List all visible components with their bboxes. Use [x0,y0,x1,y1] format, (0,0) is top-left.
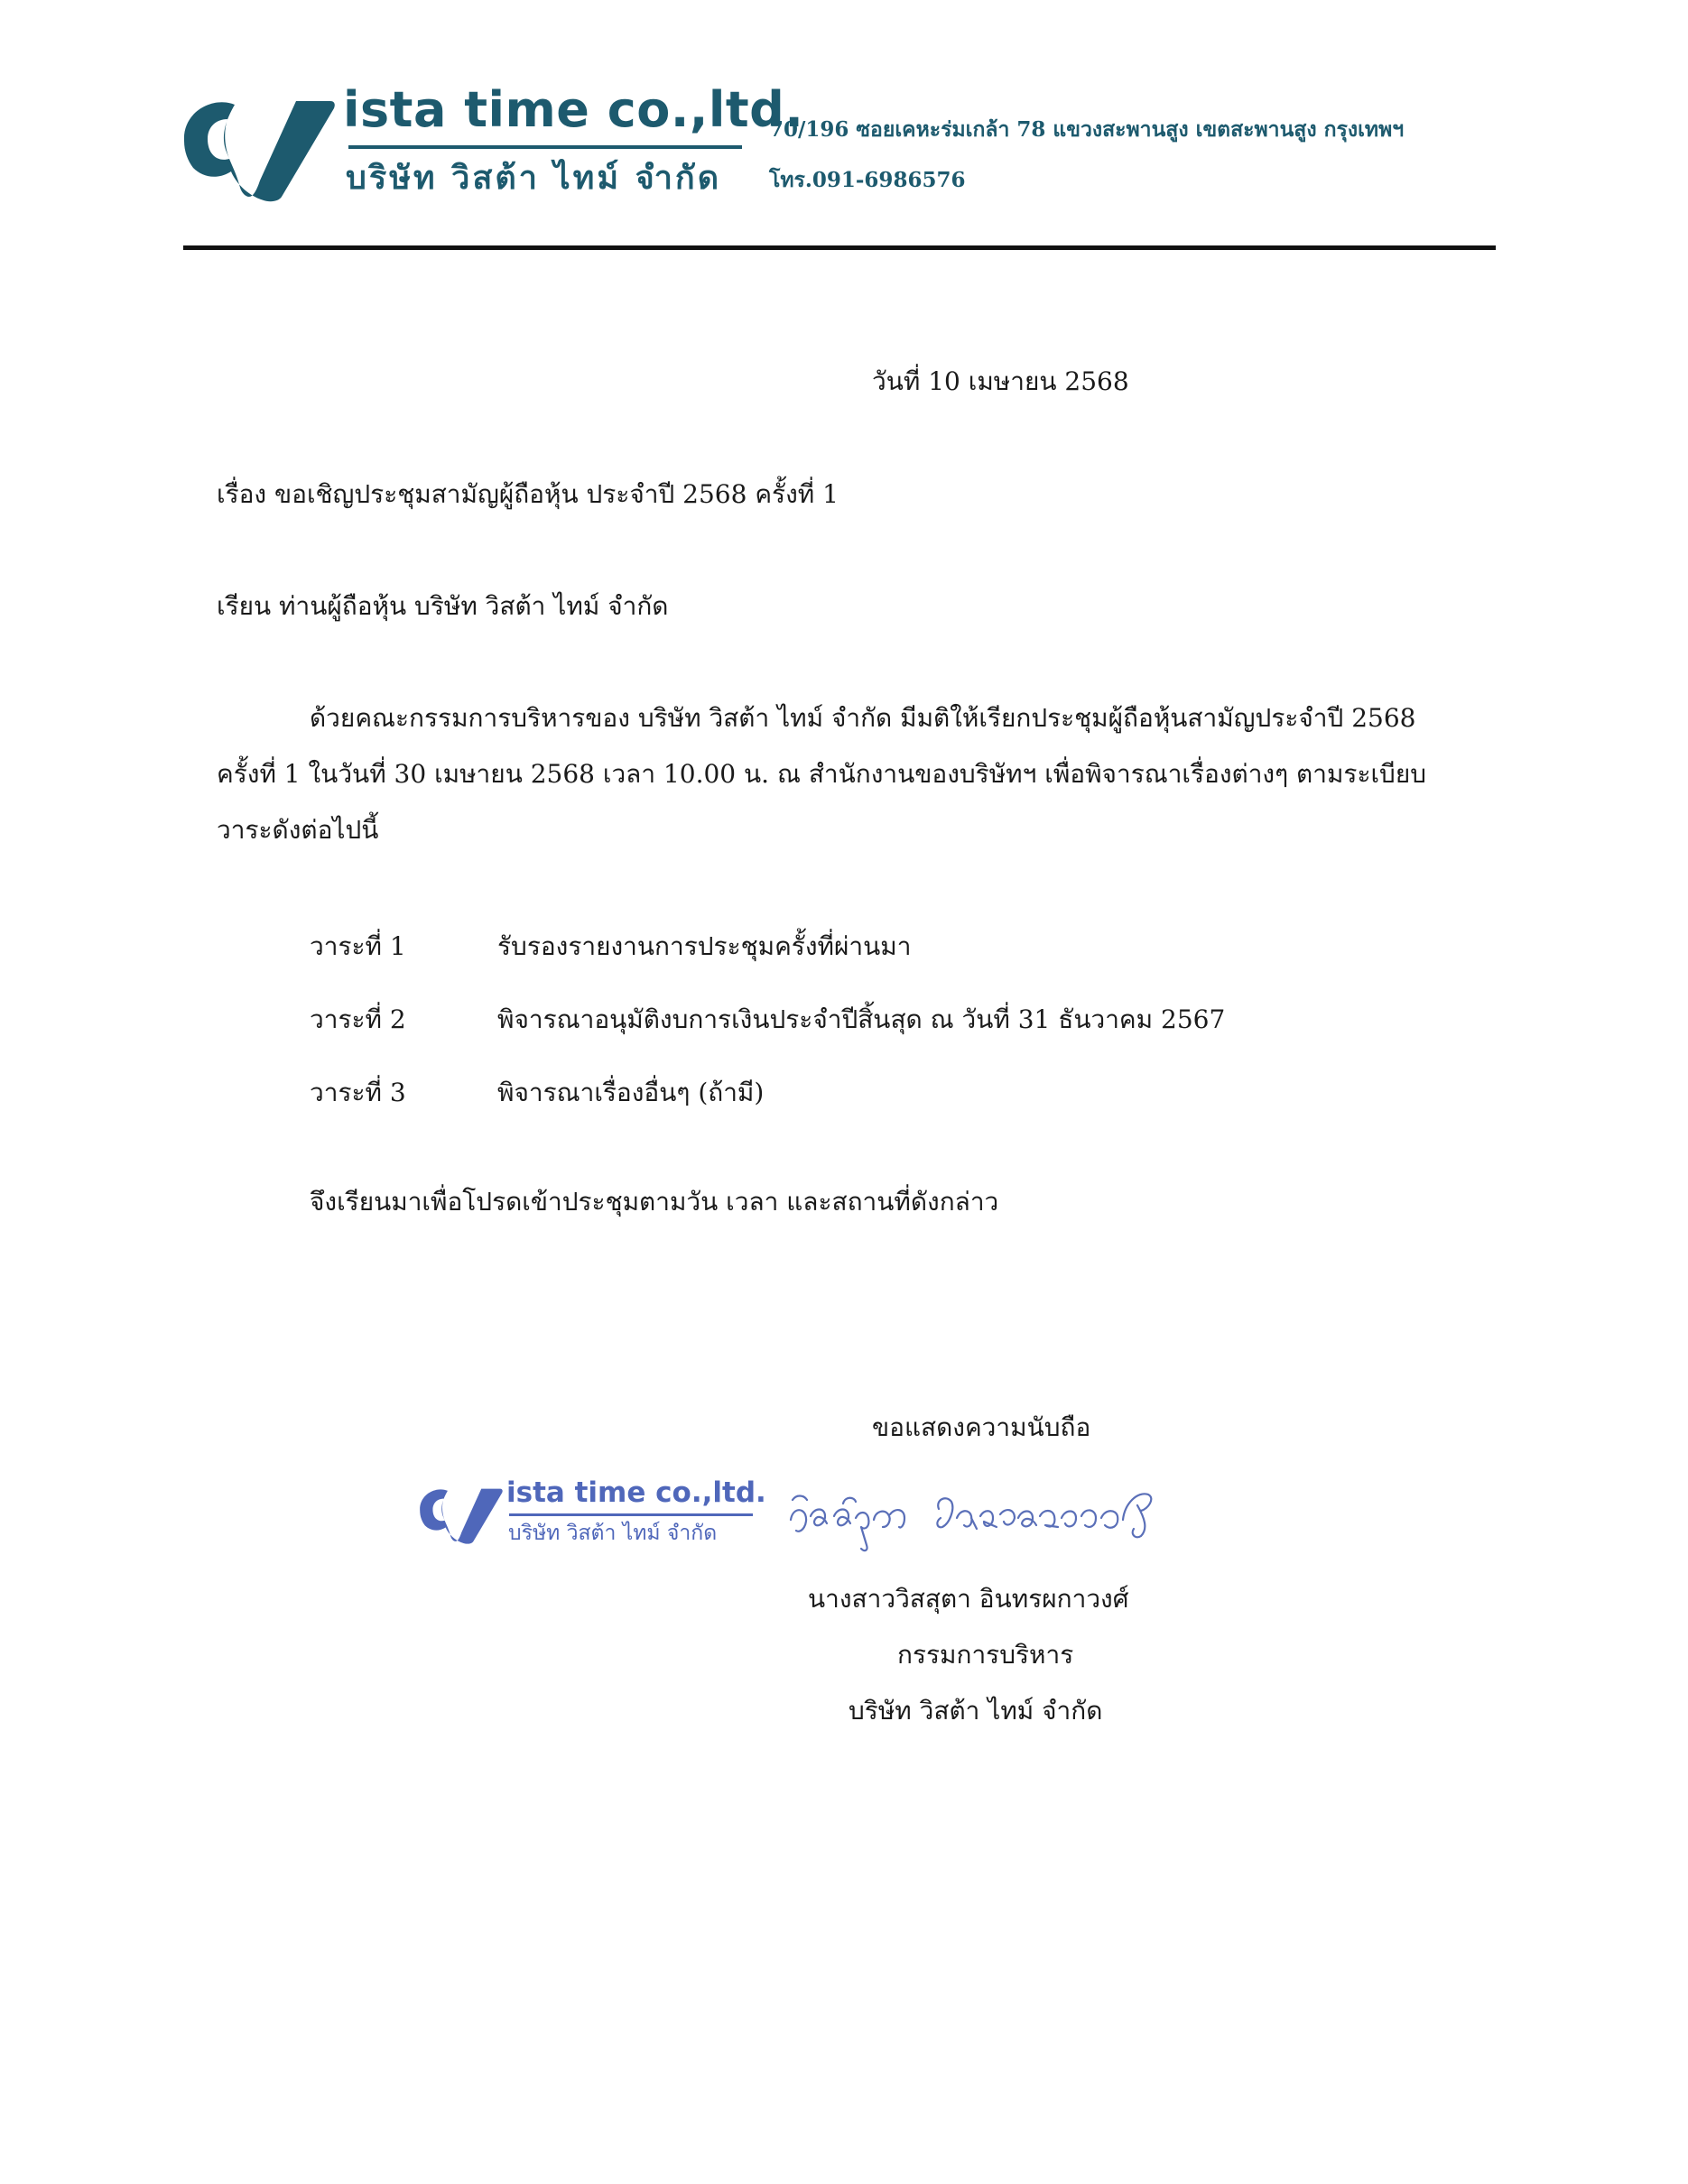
company-stamp [418,1476,766,1549]
signer-title: กรรมการบริหาร [897,1640,1074,1670]
letterhead [181,79,1498,215]
signer-company: บริษัท วิสต้า ไทม์ จำกัด [849,1696,1103,1726]
stamp-name-th: บริษัท วิสต้า ไทม์ จำกัด [508,1522,718,1545]
regards-line: ขอแสดงความนับถือ [872,1412,1091,1442]
stamp-name-en: ista time co.,ltd. [506,1476,766,1509]
agenda-number: วาระที่ 1 [310,931,406,961]
header-divider [183,245,1496,250]
agenda-number: วาระที่ 2 [310,1004,406,1034]
company-phone: โทร.091-6986576 [769,168,966,192]
company-name-th: บริษัท วิสต้า ไทม์ จำกัด [346,160,722,197]
handwritten-signature [784,1464,1172,1563]
agenda-description: พิจารณาเรื่องอื่นๆ (ถ้ามี) [497,1078,765,1107]
paragraph-line: ครั้งที่ 1 ในวันที่ 30 เมษายน 2568 เวลา 10.00 น. ณ สำนักงานของบริษัทฯ เพื่อพิจารณาเรื่องต่างๆ ตามระเบียบ [217,759,1427,789]
letter-salutation: เรียน ท่านผู้ถือหุ้น บริษัท วิสต้า ไทม์ จำกัด [217,591,669,621]
company-address: 70/196 ซอยเคหะร่มเกล้า 78 แขวงสะพานสูง เขตสะพานสูง กรุงเทพฯ [769,117,1405,142]
agenda-number: วาระที่ 3 [310,1078,406,1107]
agenda-description: พิจารณาอนุมัติงบการเงินประจำปีสิ้นสุด ณ วันที่ 31 ธันวาคม 2567 [497,1004,1226,1034]
signer-name: นางสาววิสสุตา อินทรผกาวงศ์ [808,1584,1129,1614]
logo-divider [348,145,742,149]
letter-date: วันที่ 10 เมษายน 2568 [872,366,1129,396]
stamp-divider [509,1513,753,1516]
paragraph-line: วาระดังต่อไปนี้ [217,815,379,845]
letter-subject: เรื่อง ขอเชิญประชุมสามัญผู้ถือหุ้น ประจำปี 2568 ครั้งที่ 1 [217,479,839,509]
closing-line: จึงเรียนมาเพื่อโปรดเข้าประชุมตามวัน เวลา และสถานที่ดังกล่าว [310,1187,999,1217]
company-name-en: ista time co.,ltd. [343,81,804,138]
paragraph-line: ด้วยคณะกรรมการบริหารของ บริษัท วิสต้า ไทม์ จำกัด มีมติให้เรียกประชุมผู้ถือหุ้นสามัญประจำปี 2568 [310,703,1416,733]
agenda-description: รับรองรายงานการประชุมครั้งที่ผ่านมา [497,931,912,961]
stamp-logo-icon [418,1480,505,1545]
company-logo-icon [181,87,339,202]
